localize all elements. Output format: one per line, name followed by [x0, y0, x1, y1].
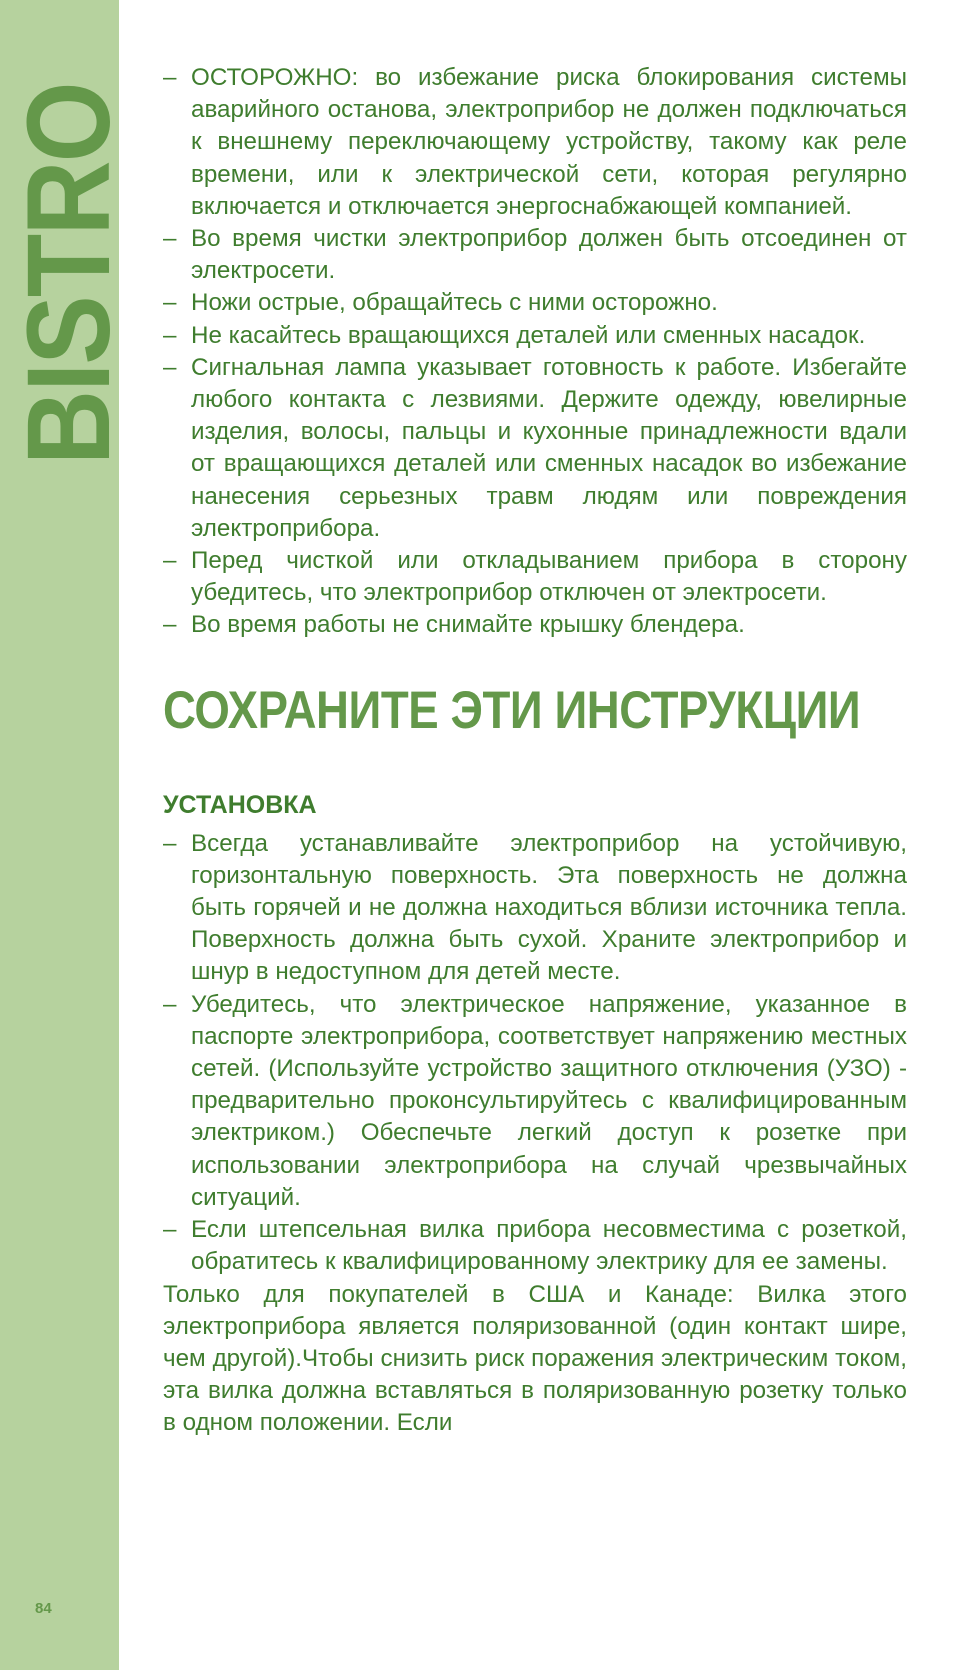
list-item: – Во время чистки электроприбор должен быть отсоединен от электросети. [163, 223, 907, 287]
page-number: 84 [35, 1600, 52, 1617]
usa-canada-note: Только для покупателей в США и Канаде: Вилка этого электроприбора является поляризованной (один контакт шире, чем другой).Чтобы снизить риск поражения электрическим током, эта вилка должна вставляться в поляризованную розетку только в одном положении. Если [163, 1280, 907, 1437]
list-item: – ОСТОРОЖНО: во избежание риска блокирования системы аварийного останова, электроприбор не должен подключаться к внешнему переключающему устройству, такому как реле времени, или к электрической сети, которая регулярно включается и отключается энергоснабжающей компанией. [163, 62, 907, 223]
list-item: – Не касайтесь вращающихся деталей или сменных насадок. [163, 320, 907, 352]
list-item: – Перед чисткой или откладыванием прибора в сторону убедитесь, что электроприбор отключен от электросети. [163, 545, 907, 609]
list-item: – Во время работы не снимайте крышку блендера. [163, 609, 907, 641]
page-title: СОХРАНИТЕ ЭТИ ИНСТРУКЦИИ [163, 680, 861, 740]
brand-logo: BISTRO [3, 83, 135, 465]
list-item: – Ножи острые, обращайтесь с ними осторожно. [163, 287, 907, 319]
section-heading: УСТАНОВКА [163, 790, 317, 819]
installation-list [163, 828, 907, 1279]
list-item: – Сигнальная лампа указывает готовность к работе. Избегайте любого контакта с лезвиями. Держите одежду, ювелирные изделия, волосы, пальцы и кухонные принадлежности вдали от вращающихся деталей или сменных насадок во избежание нанесения серьезных травм людям или повреждения электроприбора. [163, 352, 907, 545]
list-item: – Всегда устанавливайте электроприбор на устойчивую, горизонтальную поверхность. Эта поверхность не должна быть горячей и не должна находиться вблизи источника тепла. Поверхность должна быть сухой. Храните электроприбор и шнур в недоступном для детей месте. [163, 828, 907, 989]
list-item: – Убедитесь, что электрическое напряжение, указанное в паспорте электроприбора, соответствует напряжению местных сетей. (Используйте устройство защитного отключения (УЗО) - предварительно проконсультируйтесь с квалифицированным электриком.) Обеспечьте легкий доступ к розетке при использовании электроприбора на случай чрезвычайных ситуаций. [163, 989, 907, 1214]
sidebar [0, 0, 135, 1670]
safety-list [163, 62, 907, 642]
page-content [163, 62, 907, 1440]
list-item: – Если штепсельная вилка прибора несовместима с розеткой, обратитесь к квалифицированному электрику для ее замены. [163, 1214, 907, 1278]
